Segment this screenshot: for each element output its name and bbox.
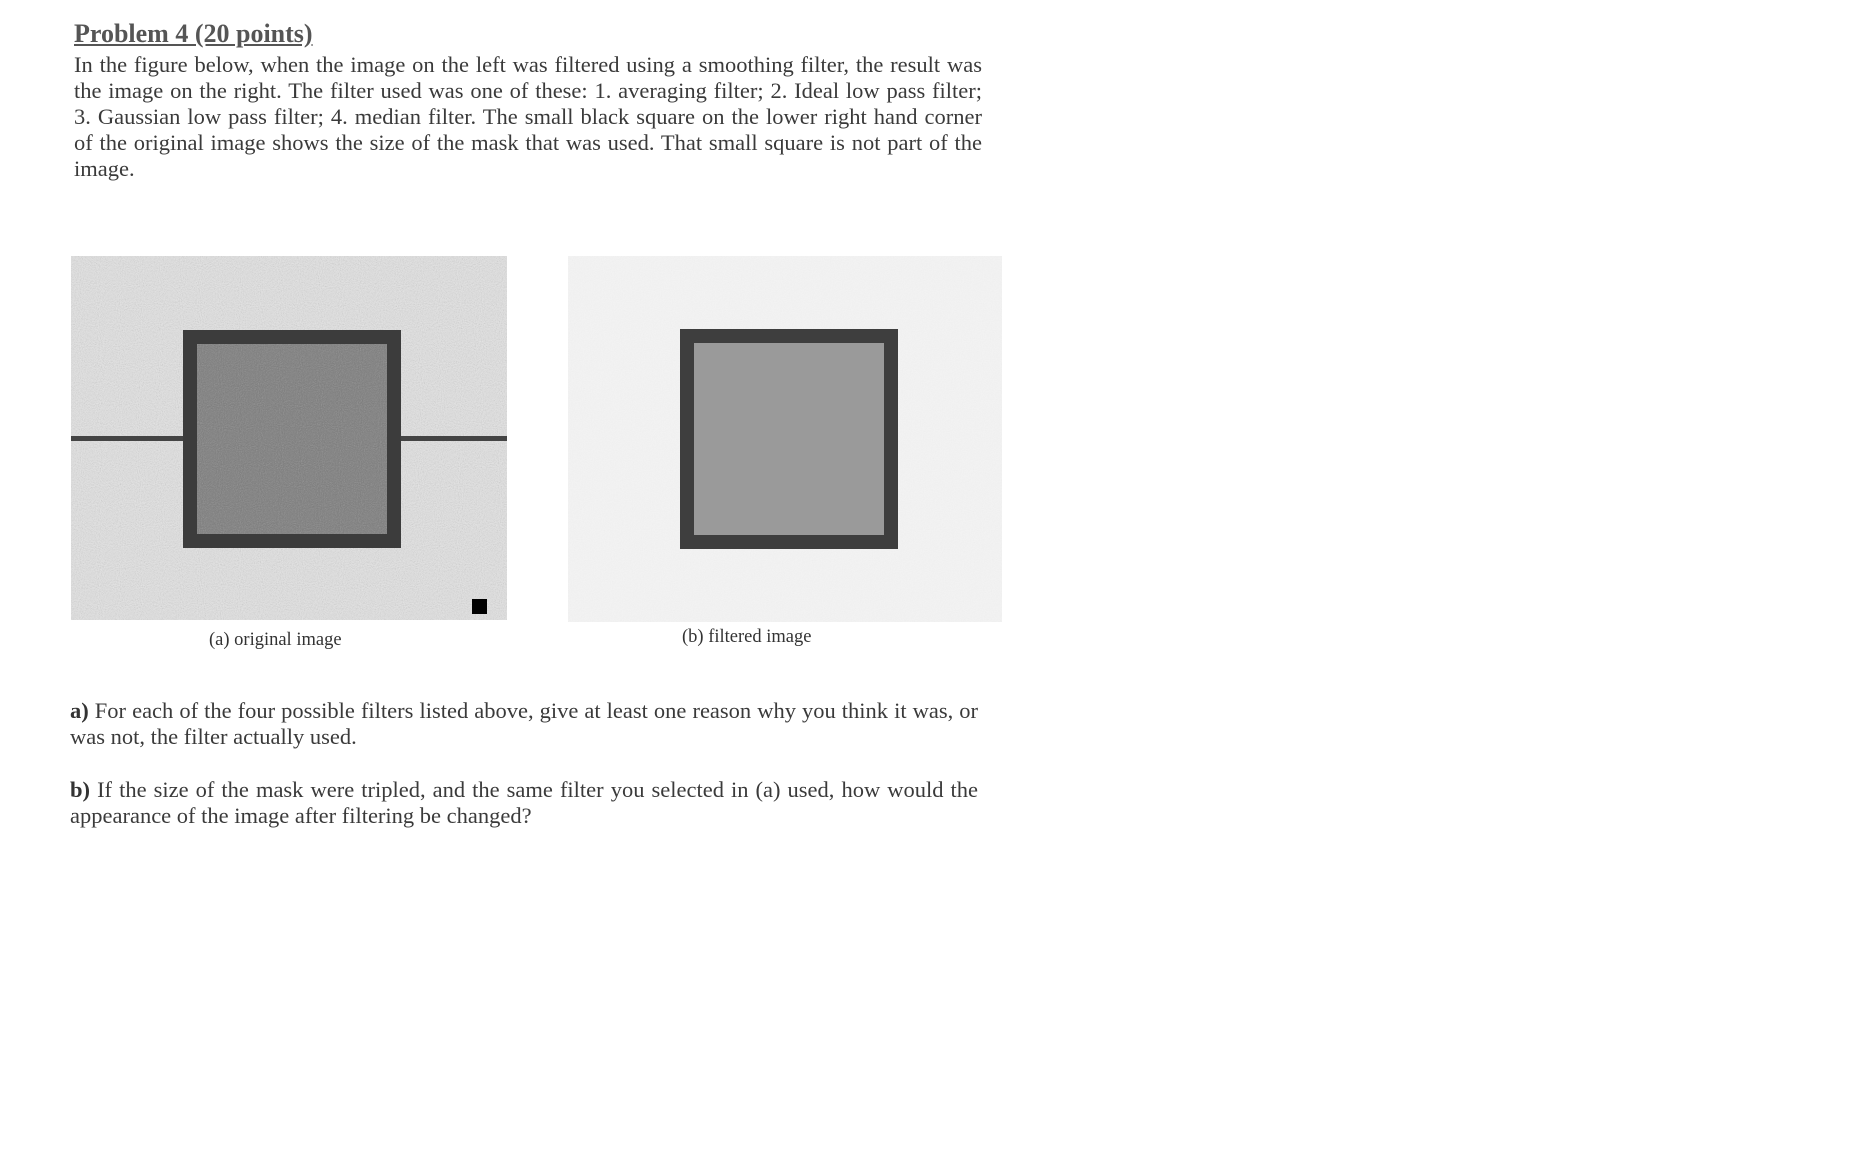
- horizontal-line-right: [394, 436, 507, 441]
- question-a-label: a): [70, 698, 89, 723]
- filtered-square-inner: [694, 343, 884, 535]
- caption-filtered-image: (b) filtered image: [682, 627, 812, 647]
- horizontal-line-left: [71, 436, 191, 441]
- original-image: [71, 256, 507, 620]
- caption-original-image: (a) original image: [209, 630, 342, 650]
- question-b-label: b): [70, 777, 91, 802]
- square-inner-noise: [197, 344, 387, 534]
- question-a: [70, 698, 978, 750]
- question-b: [70, 777, 978, 829]
- problem-title: Problem 4 (20 points): [74, 19, 313, 48]
- question-b-text: If the size of the mask were tripled, and the same filter you selected in (a) used, how would the appearance of the image after filtering be changed?: [70, 777, 979, 828]
- question-a-text: For each of the four possible filters listed above, give at least one reason why you think it was, or was not, the filter actually used.: [70, 698, 979, 749]
- mask-size-marker: [472, 599, 487, 614]
- problem-statement: In the figure below, when the image on the left was filtered using a smoothing filter, the result was the image on the right. The filter used was one of these: 1. averaging filter; 2. Ideal low pass filter; 3. Gaussian low pass filter; 4. median filter. The small black square on the lower right hand corner of the original image shows the size of the mask that was used. That small square is not part of the image.: [74, 52, 982, 181]
- filtered-image: [568, 256, 1002, 622]
